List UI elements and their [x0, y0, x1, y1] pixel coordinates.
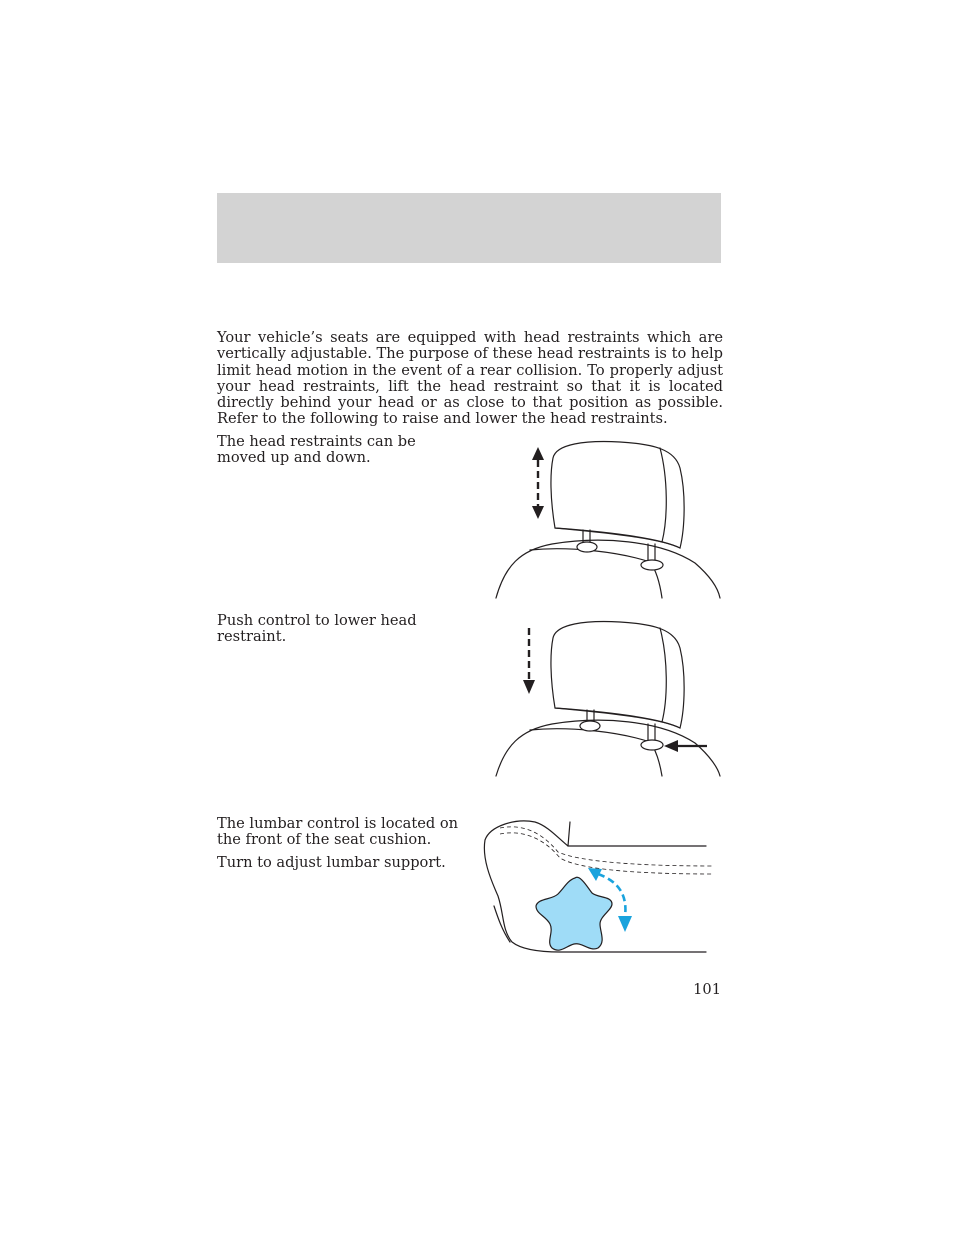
- page-number: 101: [693, 981, 721, 998]
- push-control-illustration: [490, 618, 725, 780]
- lumbar-control-illustration: [480, 818, 720, 956]
- head-restraint-up-down-illustration: [490, 438, 725, 600]
- push-control-text: Push control to lower head restraint.: [217, 612, 417, 646]
- lumbar-knob-icon: [536, 877, 612, 950]
- header-band: [217, 193, 721, 263]
- lumbar-turn-text: Turn to adjust lumbar support.: [217, 854, 446, 871]
- head-restraint-move-text: The head restraints can be moved up and down.: [217, 433, 416, 467]
- lumbar-location-text: The lumbar control is located on the front of the seat cushion.: [217, 815, 459, 849]
- intro-paragraph: Your vehicle’s seats are equipped with head restraints which are vertically adjustable. The purpose of these head restraints is to help limit head motion in the event of a rear collision. To properly adjust your head restraints, lift the head restraint so that it is located directly behind your head or as close to that position as possible. Refer to the following to raise and lower the head restraints.: [217, 329, 723, 428]
